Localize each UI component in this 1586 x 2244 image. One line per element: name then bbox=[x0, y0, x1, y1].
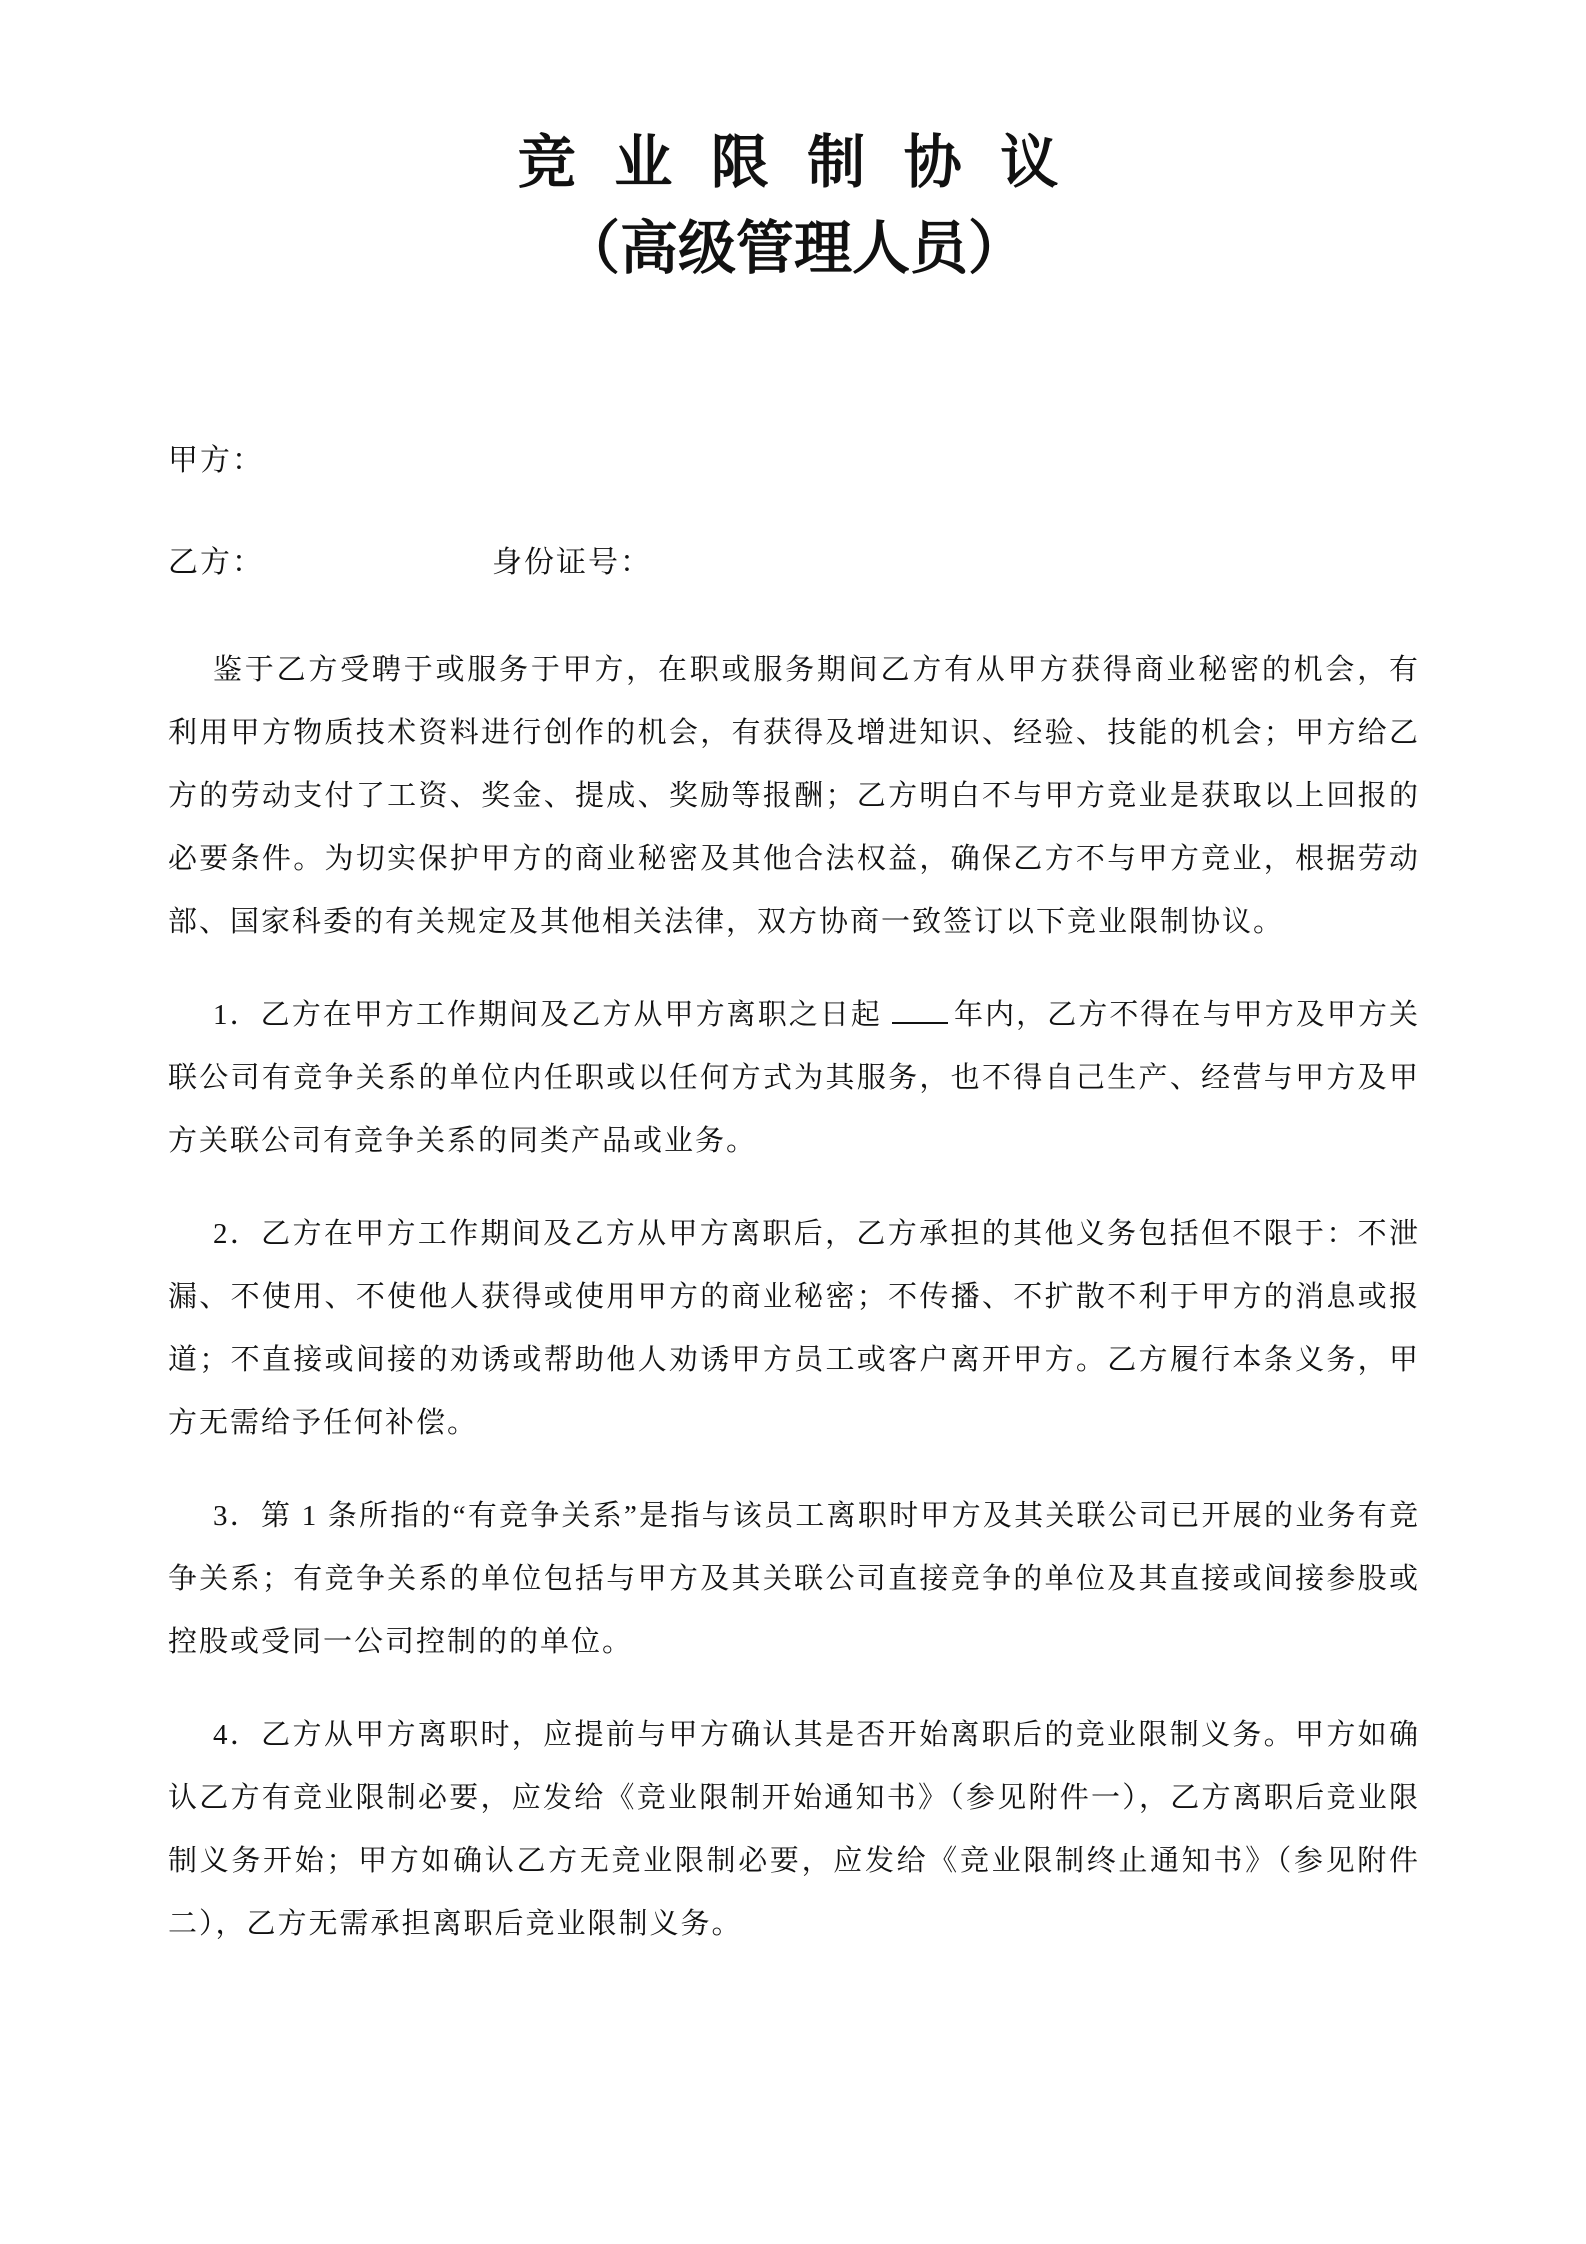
clause-2-text: 乙方在甲方工作期间及乙方从甲方离职后，乙方承担的其他义务包括但不限于：不泄漏、不使用、不使他人获得或使用甲方的商业秘密；不传播、不扩散不利于甲方的消息或报道；不直接或间接的劝诱或帮助他人劝诱甲方员工或客户离开甲方。乙方履行本条义务，甲方无需给予任何补偿。 bbox=[168, 1218, 1420, 1440]
clause-4 bbox=[168, 1704, 1420, 1956]
clause-3-number: 3． bbox=[213, 1500, 261, 1533]
clause-4-number: 4． bbox=[213, 1719, 262, 1752]
clause-3 bbox=[168, 1485, 1420, 1674]
document-content bbox=[168, 0, 1420, 1956]
party-a-line bbox=[168, 443, 1420, 479]
clause-2-number: 2． bbox=[213, 1218, 262, 1251]
document-subtitle: （高级管理人员） bbox=[561, 215, 1026, 281]
party-a-label: 甲方： bbox=[168, 444, 264, 478]
id-number-label: 身份证号： bbox=[492, 546, 652, 580]
clause-1-blank-underline bbox=[892, 994, 948, 1024]
party-b-label: 乙方： bbox=[168, 546, 264, 580]
party-b-line bbox=[168, 545, 1420, 581]
clause-1-number: 1． bbox=[213, 999, 261, 1032]
clause-4-text: 乙方从甲方离职时，应提前与甲方确认其是否开始离职后的竞业限制义务。甲方如确认乙方有竞业限制必要，应发给《竞业限制开始通知书》（参见附件一），乙方离职后竞业限制义务开始；甲方如确认乙方无竞业限制必要，应发给《竞业限制终止通知书》（参见附件二），乙方无需承担离职后竞业限制义务。 bbox=[168, 1719, 1420, 1941]
document-title: 竞 业 限 制 协 议 bbox=[517, 130, 1071, 195]
intro-paragraph: 鉴于乙方受聘于或服务于甲方，在职或服务期间乙方有从甲方获得商业秘密的机会，有利用甲方物质技术资料进行创作的机会，有获得及增进知识、经验、技能的机会；甲方给乙方的劳动支付了工资、奖金、提成、奖励等报酬；乙方明白不与甲方竞业是获取以上回报的必要条件。为切实保护甲方的商业秘密及其他合法权益，确保乙方不与甲方竞业，根据劳动部、国家科委的有关规定及其他相关法律，双方协商一致签订以下竞业限制协议。 bbox=[168, 654, 1420, 939]
clause-1-text-before-blank: 乙方在甲方工作期间及乙方从甲方离职之日起 bbox=[260, 999, 882, 1032]
clause-3-text: 第 1 条所指的“有竞争关系”是指与该员工离职时甲方及其关联公司已开展的业务有竞争关系；有竞争关系的单位包括与甲方及其关联公司直接竞争的单位及其直接或间接参股或控股或受同一公司控制的的单位。 bbox=[168, 1500, 1420, 1659]
clause-1-text-after-blank: 年内，乙方不得在与甲方及甲方关联公司有竞争关系的单位内任职或以任何方式为其服务，也不得自己生产、经营与甲方及甲方关联公司有竞争关系的同类产品或业务。 bbox=[168, 999, 1420, 1158]
clause-1 bbox=[168, 984, 1420, 1173]
clause-2 bbox=[168, 1203, 1420, 1455]
